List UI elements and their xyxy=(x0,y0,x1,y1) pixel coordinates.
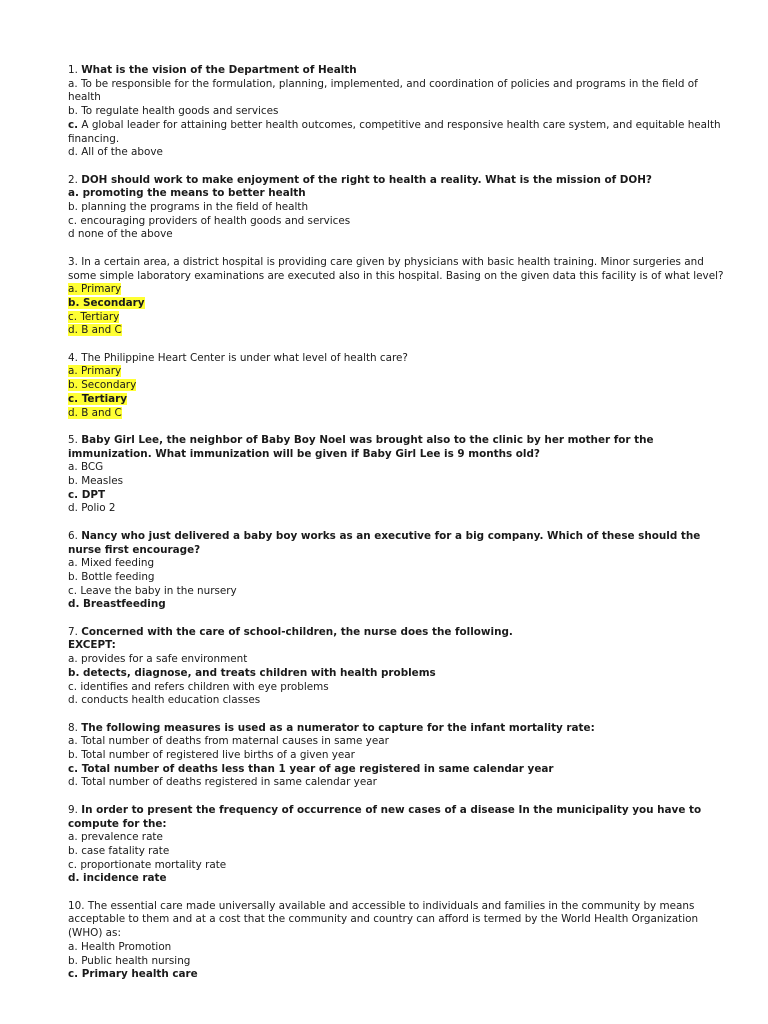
answer-option xyxy=(68,311,728,325)
question-text xyxy=(68,626,728,640)
text-segment: a. Mixed feeding xyxy=(68,557,155,570)
question-5 xyxy=(68,434,728,516)
text-segment: c. encouraging providers of health goods and services xyxy=(68,214,351,227)
text-segment: Nancy who just delivered a baby boy works as an executive for a big company. Which of these should the nurse first encourage? xyxy=(68,529,701,556)
question-text xyxy=(68,352,728,366)
question-1 xyxy=(68,64,728,160)
text-segment: b. planning the programs in the field of health xyxy=(68,201,309,214)
answer-option xyxy=(68,859,728,873)
text-segment: c. Leave the baby in the nursery xyxy=(68,584,237,597)
question-4 xyxy=(68,352,728,421)
answer-option xyxy=(68,653,728,667)
text-segment: d. Total number of deaths registered in same calendar year xyxy=(68,776,377,789)
text-segment: a. Health Promotion xyxy=(68,940,172,953)
text-segment: d. Polio 2 xyxy=(68,502,116,515)
question-7 xyxy=(68,626,728,708)
answer-option xyxy=(68,379,728,393)
answer-option xyxy=(68,941,728,955)
text-segment: a. prevalence rate xyxy=(68,831,163,844)
text-segment: b. Total number of registered live births of a given year xyxy=(68,749,355,762)
text-segment: health care? xyxy=(343,351,408,364)
answer-option xyxy=(68,146,728,160)
question-2 xyxy=(68,174,728,243)
text-segment: 2. xyxy=(68,173,82,186)
text-segment: DOH should work to make enjoyment of the right to health a reality. What is the mission of DOH? xyxy=(81,173,652,186)
question-text xyxy=(68,722,728,736)
text-segment: b. To regulate health goods and services xyxy=(68,105,279,118)
document-page xyxy=(68,64,728,996)
question-text xyxy=(68,900,728,941)
text-segment: b. detects, diagnose, and treats children with health problems xyxy=(68,666,436,679)
highlighted-text: b. Secondary xyxy=(68,379,137,392)
question-text xyxy=(68,530,728,557)
answer-option xyxy=(68,228,728,242)
text-segment: 9. xyxy=(68,803,82,816)
answer-option xyxy=(68,735,728,749)
text-segment: A global leader for attaining better health outcomes, competitive and responsive health care system, and equitable health financing. xyxy=(68,118,721,145)
text-segment: c. proportionate mortality rate xyxy=(68,858,227,871)
text-segment: EXCEPT: xyxy=(68,639,116,652)
text-segment: 4. The Philippine Heart Center is under what level of xyxy=(68,351,344,364)
answer-option xyxy=(68,489,728,503)
answer-option xyxy=(68,461,728,475)
text-segment: What is the vision of the Department of Health xyxy=(81,64,357,76)
answer-option xyxy=(68,694,728,708)
answer-option xyxy=(68,215,728,229)
answer-option xyxy=(68,201,728,215)
text-segment: b. Bottle feeding xyxy=(68,570,155,583)
text-segment: a. To be responsible for the formulation, planning, implemented, and coordination of policies and programs in the field of health xyxy=(68,77,698,104)
answer-option xyxy=(68,393,728,407)
text-segment: c. DPT xyxy=(68,488,106,501)
question-6 xyxy=(68,530,728,612)
text-segment: d. All of the above xyxy=(68,146,163,159)
question-text xyxy=(68,804,728,831)
text-segment: d. Breastfeeding xyxy=(68,598,166,611)
answer-option xyxy=(68,557,728,571)
answer-option xyxy=(68,749,728,763)
answer-option xyxy=(68,763,728,777)
highlighted-text: c. Tertiary xyxy=(68,392,128,405)
question-10 xyxy=(68,900,728,982)
answer-option xyxy=(68,407,728,421)
text-segment: Baby Girl Lee, the neighbor of Baby Boy Noel was brought also to the clinic by her mother for the immunization. What immunization will be given if Baby Girl Lee is 9 months old? xyxy=(68,433,654,460)
text-segment: 7. xyxy=(68,625,82,638)
text-segment: The following measures is used as a numerator to capture for the infant mortality rate: xyxy=(81,721,595,734)
highlighted-text: d. B and C xyxy=(68,324,122,337)
text-segment: 6. xyxy=(68,529,82,542)
text-segment: 8. xyxy=(68,721,82,734)
answer-option xyxy=(68,639,728,653)
answer-option xyxy=(68,297,728,311)
answer-option xyxy=(68,119,728,146)
answer-option xyxy=(68,475,728,489)
highlighted-text: d. B and C xyxy=(68,406,122,419)
highlighted-text: a. Primary xyxy=(68,283,122,296)
answer-option xyxy=(68,283,728,297)
answer-option xyxy=(68,845,728,859)
text-segment: 10. The essential care made universally available and accessible to individuals and families in the community by means acceptable to them and at a cost that the community and country can afford is termed by the World Health Organization (WHO) as: xyxy=(68,899,699,940)
question-9 xyxy=(68,804,728,886)
answer-option xyxy=(68,681,728,695)
text-segment: 3. In a certain area, a district hospital is providing care given by physicians with basic health training. Minor surgeries and some simple laboratory examinations are executed also in this hospital. Basing on the given data this facility is of what level? xyxy=(68,255,724,282)
text-segment: a. provides for a safe environment xyxy=(68,653,248,666)
answer-option xyxy=(68,831,728,845)
question-3 xyxy=(68,256,728,338)
answer-option xyxy=(68,502,728,516)
text-segment: a. Total number of deaths from maternal causes in same year xyxy=(68,735,389,748)
highlighted-text: b. Secondary xyxy=(68,296,145,309)
text-segment: d none of the above xyxy=(68,228,173,241)
text-segment: c. identifies and refers children with eye problems xyxy=(68,680,329,693)
question-text xyxy=(68,174,728,188)
answer-option xyxy=(68,776,728,790)
text-segment: 1. xyxy=(68,64,82,76)
highlighted-text: a. Primary xyxy=(68,365,122,378)
answer-option xyxy=(68,105,728,119)
answer-option xyxy=(68,598,728,612)
text-segment: a. BCG xyxy=(68,461,104,474)
answer-option xyxy=(68,872,728,886)
text-segment: d. incidence rate xyxy=(68,872,167,885)
answer-option xyxy=(68,324,728,338)
text-segment: b. Public health nursing xyxy=(68,954,191,967)
text-segment: c. Primary health care xyxy=(68,968,198,981)
question-text xyxy=(68,256,728,283)
answer-option xyxy=(68,585,728,599)
answer-option xyxy=(68,968,728,982)
text-segment: a. promoting the means to better health xyxy=(68,187,306,200)
answer-option xyxy=(68,78,728,105)
text-segment: c. Total number of deaths less than 1 year of age registered in same calendar year xyxy=(68,762,554,775)
text-segment: c. xyxy=(68,118,79,131)
text-segment: Concerned with the care of school-children, the nurse does the following. xyxy=(81,625,513,638)
highlighted-text: c. Tertiary xyxy=(68,310,120,323)
text-segment: d. conducts health education classes xyxy=(68,694,261,707)
text-segment: In order to present the frequency of occurrence of new cases of a disease In the municipality you have to compute for the: xyxy=(68,803,702,830)
answer-option xyxy=(68,365,728,379)
answer-option xyxy=(68,571,728,585)
question-8 xyxy=(68,722,728,791)
question-text xyxy=(68,64,728,78)
answer-option xyxy=(68,667,728,681)
answer-option xyxy=(68,955,728,969)
question-text xyxy=(68,434,728,461)
text-segment: b. case fatality rate xyxy=(68,844,170,857)
text-segment: 5. xyxy=(68,433,82,446)
text-segment: b. Measles xyxy=(68,475,124,488)
answer-option xyxy=(68,187,728,201)
